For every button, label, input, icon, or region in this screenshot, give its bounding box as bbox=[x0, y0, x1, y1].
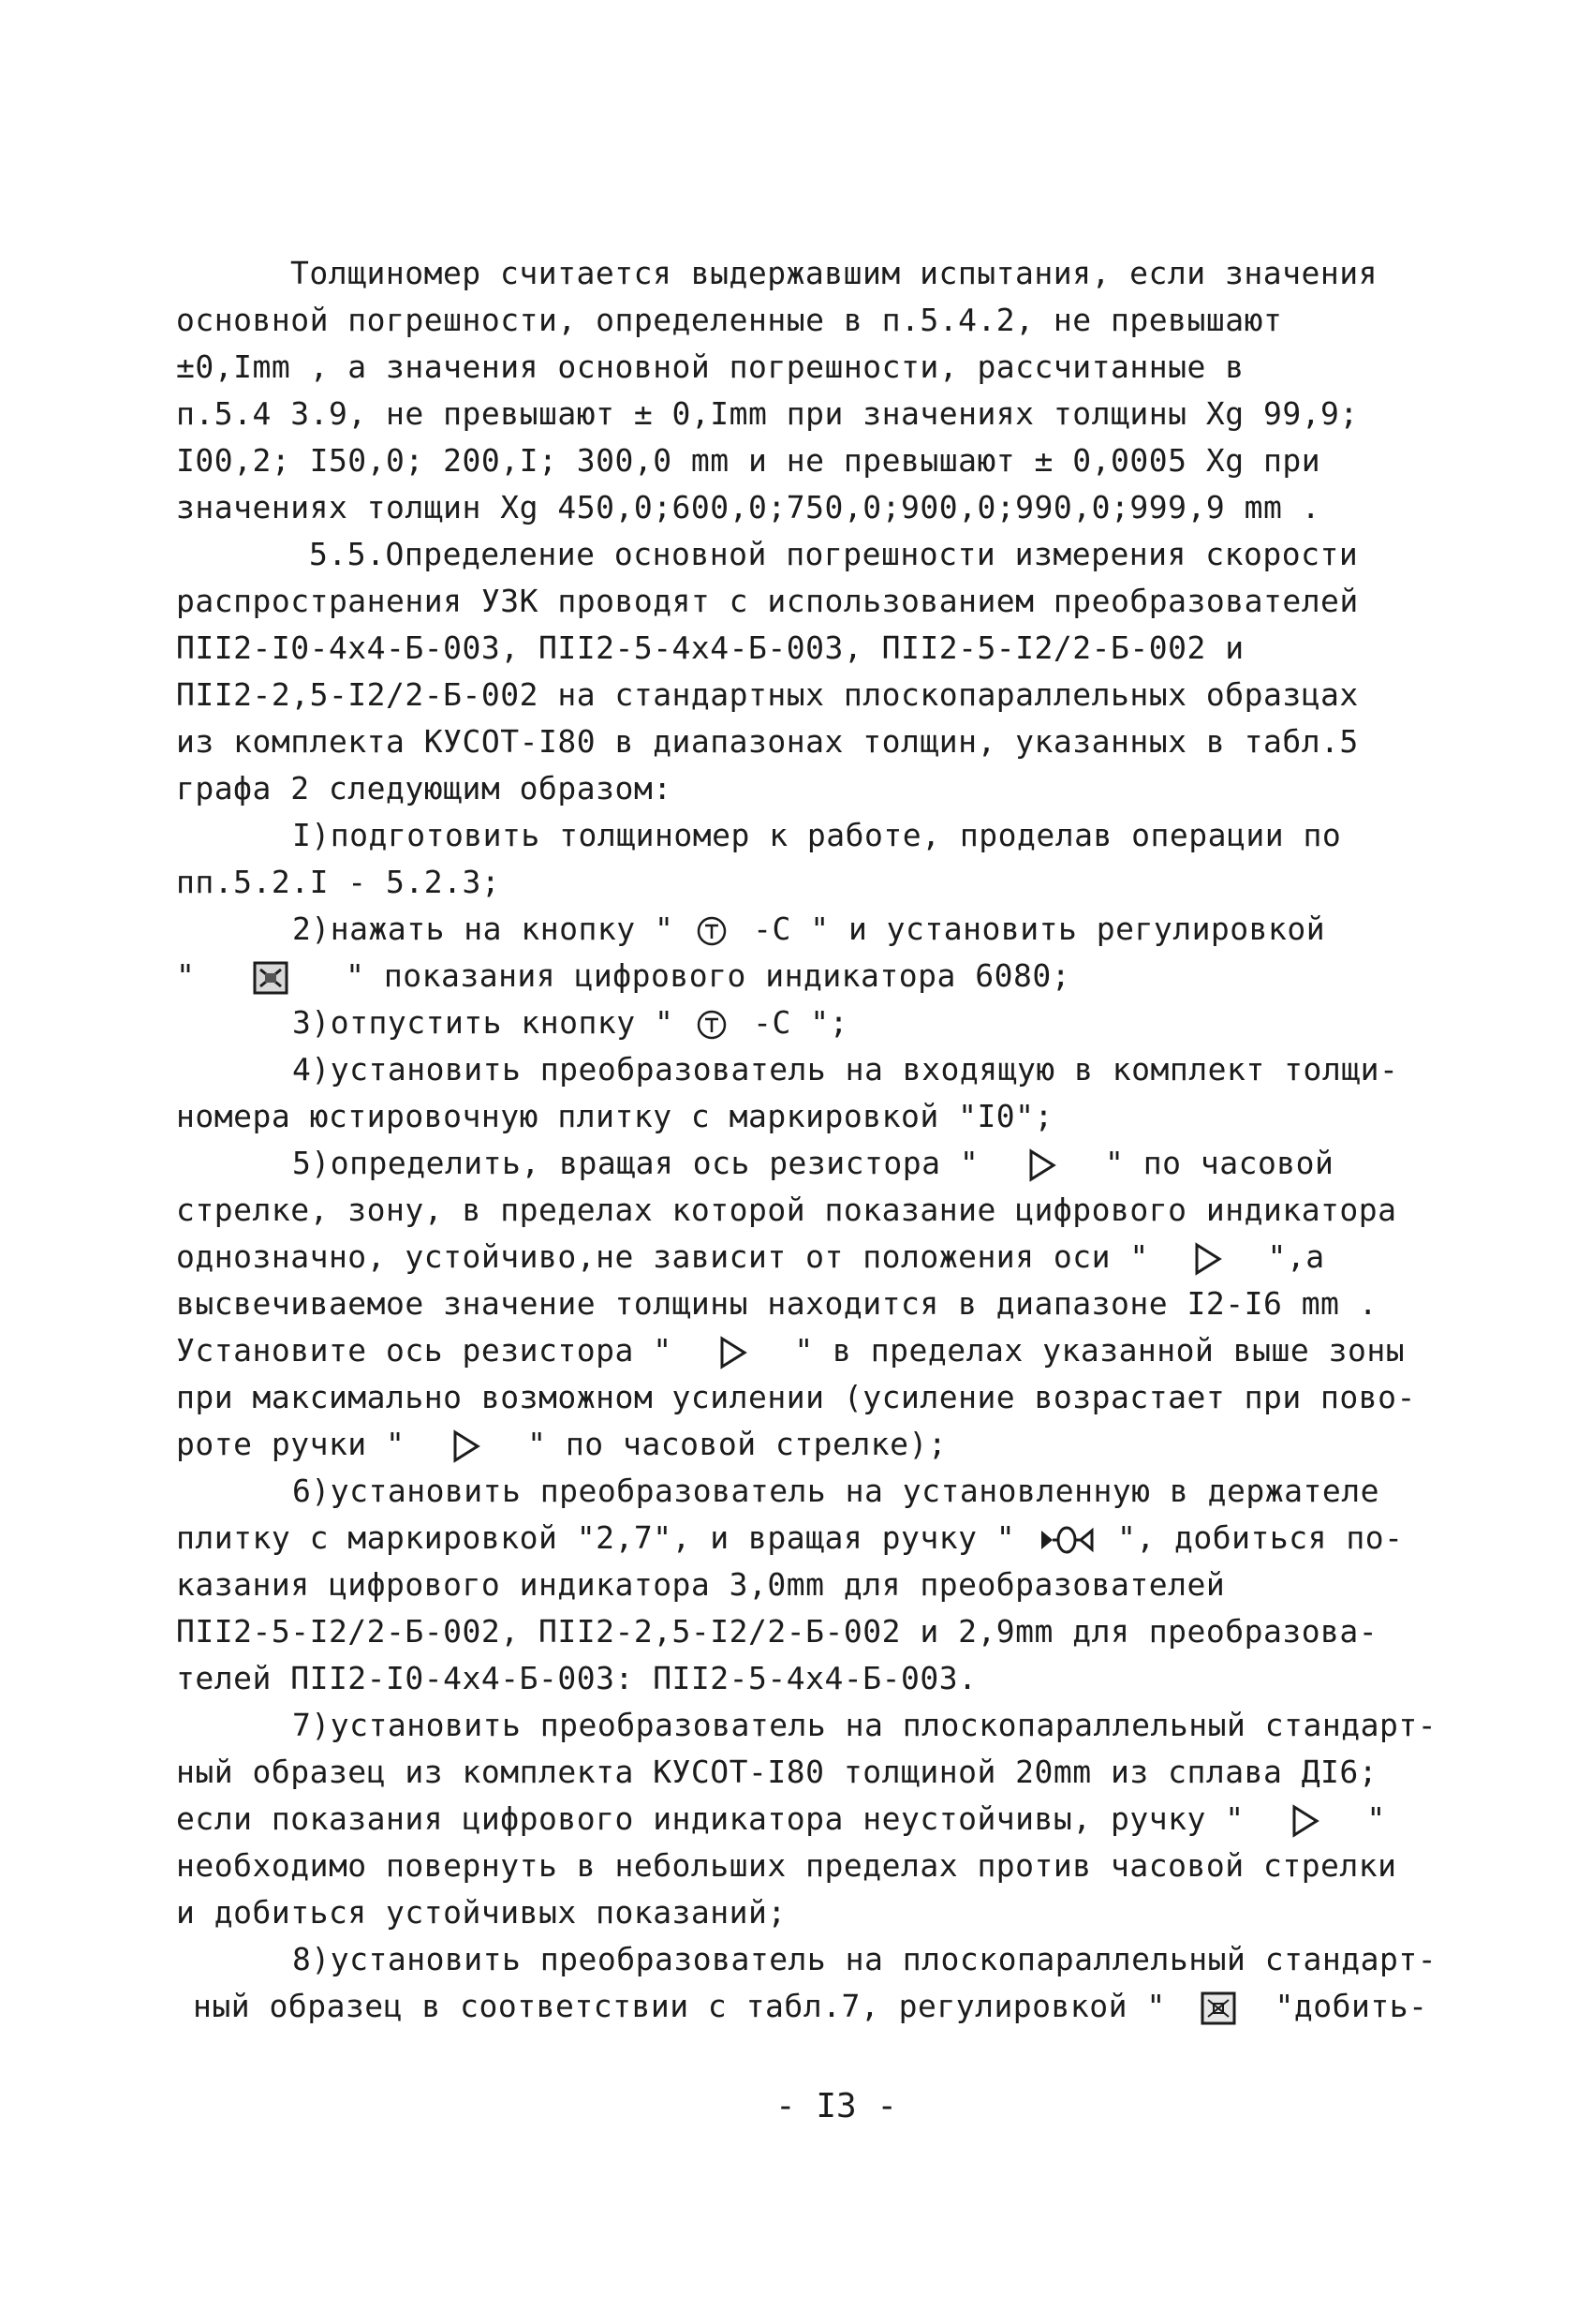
text-line: из комплекта КУСОТ-I80 в диапазонах толщин, указанных в табл.5 bbox=[176, 723, 1359, 760]
text-line: ПII2-I0-4x4-Б-003, ПII2-5-4x4-Б-003, ПII2-5-I2/2-Б-002 и bbox=[176, 629, 1245, 666]
text-line: ±0,Imm , а значения основной погрешности, рассчитанные в bbox=[176, 348, 1245, 385]
text-line bbox=[193, 1988, 1427, 2026]
text-line: ный образец из комплекта КУСОТ-I80 толщиной 20mm из сплава ДI6; bbox=[176, 1754, 1378, 1790]
text-line: при максимально возможном усилении (усиление возрастает при пово- bbox=[176, 1379, 1416, 1415]
text-line: графа 2 следующим образом: bbox=[176, 770, 672, 807]
text-line: Толщиномер считается выдержавшим испытания, если значения bbox=[290, 255, 1378, 291]
text-segment: " по часовой стрелке); bbox=[527, 1426, 948, 1462]
step-8: 8)установить преобразователь на плоскопараллельный стандарт- bbox=[292, 1941, 1437, 1977]
power-button-icon bbox=[693, 914, 734, 948]
text-line: ПII2-5-I2/2-Б-002, ПII2-2,5-I2/2-Б-002 и 2,9mm для преобразова- bbox=[176, 1613, 1378, 1650]
triangle-gain-icon bbox=[452, 1429, 480, 1463]
text-line: I00,2; I50,0; 200,I; 300,0 mm и не превышают ± 0,0005 Xg при bbox=[176, 442, 1321, 479]
text-line bbox=[176, 1238, 1325, 1276]
text-line bbox=[176, 1800, 1386, 1838]
text-line: и добиться устойчивых показаний; bbox=[176, 1894, 787, 1931]
page-number: - I3 - bbox=[775, 2087, 898, 2125]
text-line: ПII2-2,5-I2/2-Б-002 на стандартных плоскопараллельных образцах bbox=[176, 676, 1359, 713]
text-segment: -C "; bbox=[753, 1004, 848, 1041]
text-segment: " по часовой bbox=[1105, 1145, 1334, 1181]
text-line: пп.5.2.I - 5.2.3; bbox=[176, 864, 501, 900]
text-line: распространения УЗК проводят с использованием преобразователей bbox=[176, 583, 1359, 619]
delay-knob-icon bbox=[1039, 1523, 1095, 1557]
section-heading: 5.5.Определение основной погрешности измерения скорости bbox=[309, 536, 1359, 572]
text-segment: ный образец в соответствии с табл.7, регулировкой " bbox=[193, 1988, 1166, 2024]
text-line: высвечиваемое значение толщины находится в диапазоне I2-I6 mm . bbox=[176, 1285, 1378, 1322]
text-line: п.5.4 3.9, не превышают ± 0,Imm при значениях толщины Xg 99,9; bbox=[176, 395, 1359, 432]
triangle-gain-icon bbox=[1194, 1242, 1222, 1276]
text-segment: Установите ось резистора " bbox=[176, 1332, 672, 1369]
step-1: I)подготовить толщиномер к работе, проделав операции по bbox=[292, 817, 1342, 853]
text-line: стрелке, зону, в пределах которой показание цифрового индикатора bbox=[176, 1192, 1397, 1228]
triangle-gain-icon bbox=[1291, 1804, 1319, 1838]
text-segment: 3)отпустить кнопку " bbox=[292, 1004, 674, 1041]
text-line bbox=[176, 957, 1070, 996]
text-segment: ", добиться по- bbox=[1116, 1519, 1404, 1556]
text-segment: " показания цифрового индикатора 6080; bbox=[346, 957, 1071, 994]
triangle-gain-icon bbox=[719, 1336, 747, 1369]
text-segment: если показания цифрового индикатора неустойчивы, ручку " bbox=[176, 1800, 1245, 1837]
step-6: 6)установить преобразователь на установленную в держателе bbox=[292, 1473, 1379, 1509]
text-segment: плитку с маркировкой "2,7", и вращая ручку " bbox=[176, 1519, 1016, 1556]
text-segment: ",а bbox=[1267, 1238, 1325, 1275]
text-line: казания цифрового индикатора 3,0mm для преобразователей bbox=[176, 1566, 1226, 1603]
step-2 bbox=[292, 910, 1325, 948]
square-adjustment-icon bbox=[252, 960, 289, 996]
text-segment: 2)нажать на кнопку " bbox=[292, 910, 674, 947]
text-line: номера юстировочную плитку с маркировкой "I0"; bbox=[176, 1098, 1054, 1134]
text-segment: " bbox=[176, 957, 196, 994]
power-button-icon bbox=[693, 1008, 734, 1042]
text-line: телей ПII2-I0-4x4-Б-003: ПII2-5-4x4-Б-003. bbox=[176, 1660, 978, 1696]
text-segment: однозначно, устойчиво,не зависит от положения оси " bbox=[176, 1238, 1149, 1275]
text-segment: " в пределах указанной выше зоны bbox=[794, 1332, 1406, 1369]
text-line: значениях толщин Xg 450,0;600,0;750,0;900,0;990,0;999,9 mm . bbox=[176, 489, 1321, 525]
text-line: необходимо повернуть в небольших пределах против часовой стрелки bbox=[176, 1847, 1397, 1884]
text-line bbox=[176, 1332, 1405, 1369]
text-segment: роте ручки " bbox=[176, 1426, 405, 1462]
text-segment: -C " и установить регулировкой bbox=[753, 910, 1326, 947]
step-5 bbox=[292, 1145, 1334, 1182]
step-7: 7)установить преобразователь на плоскопараллельный стандарт- bbox=[292, 1707, 1437, 1743]
square-adjustment-icon bbox=[1200, 1991, 1237, 2026]
triangle-gain-icon bbox=[1028, 1148, 1056, 1182]
step-4: 4)установить преобразователь на входящую в комплект толщи- bbox=[292, 1051, 1399, 1088]
step-3 bbox=[292, 1004, 848, 1042]
text-segment: 5)определить, вращая ось резистора " bbox=[292, 1145, 980, 1181]
text-segment: " bbox=[1366, 1800, 1386, 1837]
text-line bbox=[176, 1519, 1403, 1557]
text-line: основной погрешности, определенные в п.5.4.2, не превышают bbox=[176, 302, 1283, 338]
text-segment: "добить- bbox=[1275, 1988, 1428, 2024]
text-line bbox=[176, 1426, 947, 1463]
